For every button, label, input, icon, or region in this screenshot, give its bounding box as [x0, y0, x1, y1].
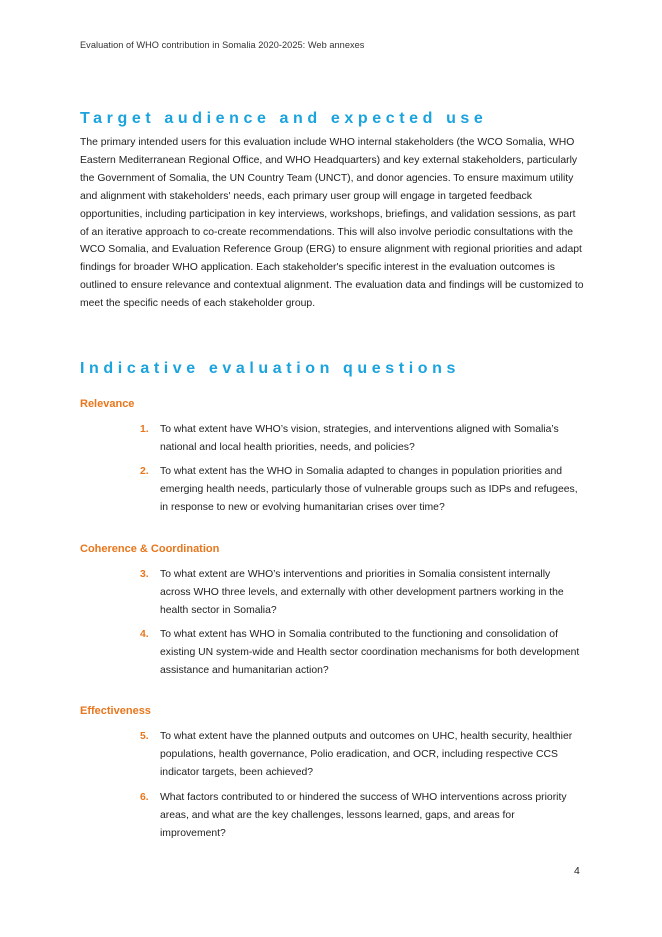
subheading-effectiveness: Effectiveness [80, 705, 151, 717]
question-text: To what extent has WHO in Somalia contributed to the functioning and consolidation of existing UN system-wide and Health sector coordination mechanisms for both development assistance and humanitarian action? [160, 629, 580, 676]
question-number: 4. [140, 629, 149, 640]
subheading-relevance: Relevance [80, 398, 135, 410]
question-number: 1. [140, 424, 149, 435]
question-item [140, 421, 580, 457]
section-heading-target-audience: Target audience and expected use [80, 110, 488, 127]
question-item [140, 463, 580, 517]
question-item [140, 566, 580, 620]
question-item [140, 789, 580, 843]
question-text: To what extent are WHO’s interventions and priorities in Somalia consistent internally across WHO three levels, and externally with other development partners working in the health sector in Somalia? [160, 569, 564, 616]
question-number: 2. [140, 466, 149, 477]
question-number: 3. [140, 569, 149, 580]
target-audience-paragraph: The primary intended users for this evaluation include WHO internal stakeholders (the WCO Somalia, WHO Eastern Mediterranean Regional Office, and WHO Headquarters) and key external stakeholders, particularly the Government of Somalia, the UN Country Team (UNCT), and donor agencies. To ensure maximum utility and alignment with stakeholders' needs, each primary user group will engage in targeted feedback opportunities, including participation in key interviews, workshops, briefings, and validation sessions, as part of an iterative approach to co-create recommendations. This will also involve periodic consultations with the WCO Somalia, and Evaluation Reference Group (ERG) to ensure alignment with regional priorities and adapt findings for broader WHO application. Each stakeholder's specific interest in the evaluation outcomes is outlined to ensure relevance and contextual alignment. The evaluation data and findings will be customized to meet the specific needs of each stakeholder group. [80, 137, 584, 310]
subheading-coherence-coordination: Coherence & Coordination [80, 543, 220, 555]
question-text: To what extent have the planned outputs and outcomes on UHC, health security, healthier populations, health governance, Polio eradication, and OCR, including respective CCS indicator targets, been achieved? [160, 731, 573, 778]
question-number: 6. [140, 792, 149, 803]
question-text: To what extent has the WHO in Somalia adapted to changes in population priorities and emerging health needs, particularly those of vulnerable groups such as IDPs and refugees, in response to new or evolving humanitarian crises over time? [160, 466, 578, 513]
question-item [140, 728, 580, 782]
section-heading-evaluation-questions: Indicative evaluation questions [80, 360, 460, 377]
page-number: 4 [574, 866, 580, 877]
question-item [140, 626, 580, 680]
question-text: To what extent have WHO’s vision, strategies, and interventions aligned with Somalia’s national and local health priorities, needs, and policies? [160, 424, 559, 453]
running-header: Evaluation of WHO contribution in Somalia 2020-2025: Web annexes [80, 40, 365, 50]
question-text: What factors contributed to or hindered the success of WHO interventions across priority areas, and what are the key challenges, lessons learned, gaps, and areas for improvement? [160, 792, 567, 839]
question-number: 5. [140, 731, 149, 742]
